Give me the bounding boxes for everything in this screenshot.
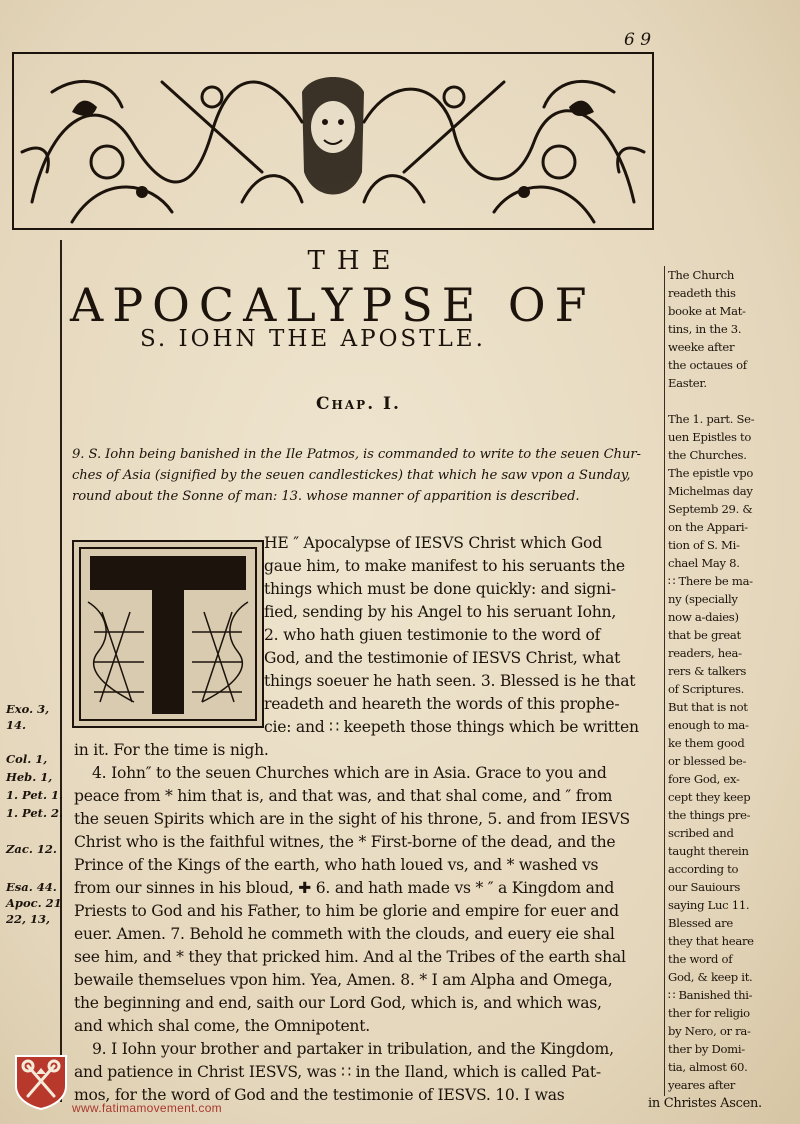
side-note-line: now a-daies) (668, 610, 739, 624)
body-line: 4. Iohn″ to the seuen Churches which are in Asia. Grace to you and (92, 764, 607, 782)
side-note-line: readeth this (668, 286, 736, 300)
side-note-line: the octaues of (668, 358, 747, 372)
side-note-line: enough to ma- (668, 718, 749, 732)
body-line: bewaile themselues vpon him. Yea, Amen. 8. * I am Alpha and Omega, (74, 971, 613, 989)
title-the: THE (307, 246, 403, 276)
side-note-line: The Church (668, 268, 735, 282)
summary-line: 9. S. Iohn being banished in the Ile Patmos, is commanded to write to the seuen Chur- (72, 447, 641, 462)
side-note-line: tion of S. Mi- (668, 538, 740, 552)
side-note-line: uen Epistles to (668, 430, 752, 444)
side-note-line: ∷ Banished thi- (668, 988, 753, 1002)
side-note-line: readers, hea- (668, 646, 742, 660)
body-line: fied, sending by his Angel to his seruant Iohn, (264, 603, 617, 621)
side-note-line: the word of (668, 952, 733, 966)
summary-line: round about the Sonne of man: 13. whose manner of apparition is described. (72, 489, 580, 504)
body-line: in it. For the time is nigh. (74, 741, 269, 759)
body-line: things soeuer he hath seen. 3. Blessed is he that (264, 672, 636, 690)
title-sub: S. IOHN THE APOSTLE. (140, 326, 486, 352)
margin-reference: Esa. 44. (6, 880, 57, 894)
left-column-rule (60, 240, 62, 1102)
side-note-line: tia, almost 60. (668, 1060, 748, 1074)
side-note-line: Easter. (668, 376, 707, 390)
side-note-line: ∷ There be ma- (668, 574, 753, 588)
margin-reference: 14. (6, 718, 27, 732)
title-main: APOCALYPSE OF (70, 278, 596, 332)
margin-reference: Zac. 12. (6, 842, 57, 856)
side-note-line: booke at Mat- (668, 304, 746, 318)
body-line: Priests to God and his Father, to him be glorie and empire for euer and (74, 902, 619, 920)
chapter-summary (72, 444, 662, 507)
margin-reference: Exo. 3, (6, 702, 50, 716)
side-note-line: God, & keep it. (668, 970, 753, 984)
side-note-line: of Scriptures. (668, 682, 745, 696)
body-line: HE ″ Apocalypse of IESVS Christ which God (264, 534, 602, 552)
body-line: cie: and ∷ keepeth those things which be written (264, 718, 639, 736)
side-note-line: ny (specially (668, 592, 738, 606)
body-line: Christ who is the faithful witnes, the * First-borne of the dead, and the (74, 833, 616, 851)
side-note-line: ther by Domi- (668, 1042, 745, 1056)
side-note-line: cept they keep (668, 790, 751, 804)
papal-keys-logo-icon (12, 1052, 70, 1110)
side-note-line: The 1. part. Se- (668, 412, 755, 426)
body-line: readeth and heareth the words of this prophe- (264, 695, 620, 713)
side-note-line: But that is not (668, 700, 748, 714)
side-note-line: the things pre- (668, 808, 751, 822)
body-line: gaue him, to make manifest to his seruants the (264, 557, 625, 575)
side-note-line: that be great (668, 628, 741, 642)
side-note-line: taught therein (668, 844, 749, 858)
margin-reference: 1. Pet. 2. (6, 806, 63, 820)
body-line: peace from * him that is, and that was, and that shal come, and ″ from (74, 787, 613, 805)
side-note-line: our Sauiours (668, 880, 741, 894)
margin-reference: 1. Pet. 1. (6, 788, 63, 802)
side-note-line: on the Appari- (668, 520, 748, 534)
side-note-line: rers & talkers (668, 664, 747, 678)
margin-reference: 22, 13, (6, 912, 51, 926)
side-note-line: Michelmas day (668, 484, 753, 498)
body-line: God, and the testimonie of IESVS Christ, what (264, 649, 621, 667)
drop-cap-woodcut (74, 542, 262, 726)
body-line: things which must be done quickly: and signi- (264, 580, 616, 598)
body-line: mos, for the word of God and the testimonie of IESVS. 10. I was (74, 1086, 565, 1104)
body-line: from our sinnes in his bloud, ✚ 6. and hath made vs * ″ a Kingdom and (74, 879, 615, 897)
side-note-line: in Christes Ascen. (648, 1096, 762, 1111)
body-line: Prince of the Kings of the earth, who hath loued vs, and * washed vs (74, 856, 599, 874)
body-line: 9. I Iohn your brother and partaker in tribulation, and the Kingdom, (92, 1040, 614, 1058)
side-note-line: saying Luc 11. (668, 898, 750, 912)
margin-reference: Heb. 1, (6, 770, 53, 784)
body-line: 2. who hath giuen testimonie to the word of (264, 626, 601, 644)
body-line: see him, and * they that pricked him. And al the Tribes of the earth shal (74, 948, 626, 966)
decorative-woodcut-header (12, 52, 654, 230)
body-line: the beginning and end, saith our Lord God, which is, and which was, (74, 994, 602, 1012)
side-note-line: weeke after (668, 340, 735, 354)
margin-column-rule (664, 266, 665, 1096)
side-note-line: by Nero, or ra- (668, 1024, 751, 1038)
chapter-heading: Chap. I. (316, 394, 401, 414)
side-note-line: or blessed be- (668, 754, 747, 768)
side-note-line: they that heare (668, 934, 754, 948)
body-line: euer. Amen. 7. Behold he commeth with the clouds, and euery eie shal (74, 925, 615, 943)
side-note-line: fore God, ex- (668, 772, 740, 786)
side-note-line: according to (668, 862, 739, 876)
margin-reference: Col. 1, (6, 752, 48, 766)
side-note-line: The epistle vpo (668, 466, 754, 480)
side-note-line: yeares after (668, 1078, 736, 1092)
margin-reference: Apoc. 21 (6, 896, 62, 910)
side-note-line: Septemb 29. & (668, 502, 753, 516)
page-number: 6 9 (624, 30, 652, 50)
body-line: the seuen Spirits which are in the sight of his throne, 5. and from IESVS (74, 810, 630, 828)
side-note-line: chael May 8. (668, 556, 740, 570)
drop-cap-t (72, 540, 264, 728)
summary-line: ches of Asia (signified by the seuen candlestickes) that which he saw vpon a Sunday, (72, 468, 631, 483)
body-line: and patience in Christ IESVS, was ∷ in the Iland, which is called Pat- (74, 1063, 601, 1081)
side-note-line: tins, in the 3. (668, 322, 742, 336)
body-line: and which shal come, the Omnipotent. (74, 1017, 370, 1035)
side-note-line: ther for religio (668, 1006, 750, 1020)
side-note-line: ke them good (668, 736, 745, 750)
side-note-line: Blessed are (668, 916, 733, 930)
side-note-line: scribed and (668, 826, 734, 840)
side-note-line: the Churches. (668, 448, 747, 462)
watermark-url[interactable]: www.fatimamovement.com (72, 1101, 222, 1115)
